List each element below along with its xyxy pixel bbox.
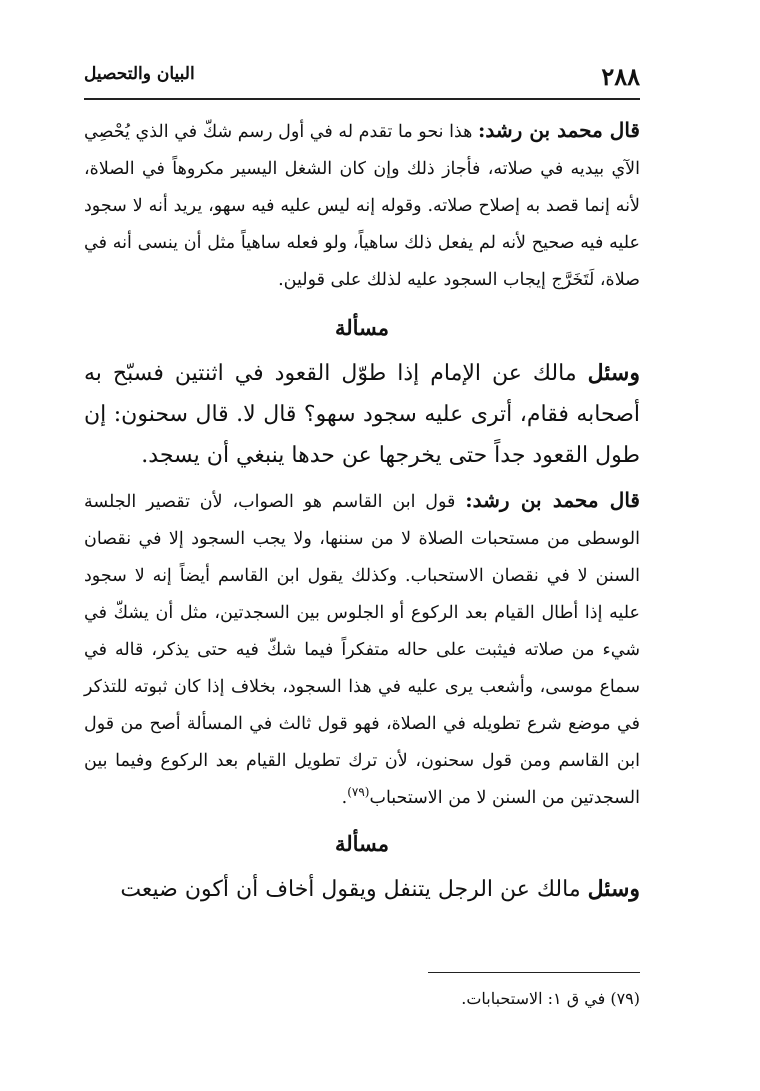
paragraph-text: مالك عن الرجل يتنفل ويقول أخاف أن أكون ضيعت: [120, 877, 581, 902]
page-body: [84, 112, 640, 910]
footnote-rule: [428, 972, 640, 973]
commentary-paragraph-1: [84, 112, 640, 299]
paragraph-text: هذا نحو ما تقدم له في أول رسم شكّ في الذي يُحْصِي الآي بيديه في صلاته، فأجاز ذلك وإن كان الشغل اليسير مكروهاً في الصلاة، لأنه إنما قصد به إصلاح صلاته. وقوله إنه ليس عليه فيه سهو، يريد أنه لا سجود عليه فيه صحيح لأنه لم يفعل ذلك ساهياً، ولو فعله ساهياً مثل أن ينسى أنه في صلاة، لَتَخَرَّج إيجاب السجود عليه لذلك على قولين.: [84, 122, 640, 290]
question-opener: وسئل: [587, 360, 640, 386]
paragraph-end: .: [341, 788, 348, 808]
page-number: ٢٨٨: [601, 62, 640, 91]
speaker-label: قال محمد بن رشد:: [465, 488, 640, 512]
question-opener: وسئل: [587, 876, 640, 902]
running-title: البيان والتحصيل: [84, 64, 195, 84]
footnote: [300, 986, 640, 1012]
commentary-paragraph-2: [84, 482, 640, 817]
footnote-number: (٧٩): [610, 989, 640, 1008]
page-header: [84, 58, 640, 98]
paragraph-text: قول ابن القاسم هو الصواب، لأن تقصير الجلسة الوسطى من مستحبات الصلاة لا من سننها، ولا يجب السجود إلا في نقصان السنن لا في نقصان الاستحباب. وكذلك يقول ابن القاسم أيضاً إنه لا سجود عليه إذا أطال القيام بعد الركوع أو الجلوس بين السجدتين، مثل أن يشكّ في شيء من صلاته فيثبت على حاله متفكراً فيما شكّ فيه حتى يذكر، قاله في سماع موسى، وأشعب يرى عليه في هذا السجود، بخلاف إذا كان ثبوته للتذكر في موضع شرع تطويله في الصلاة، فهو قول ثالث في المسألة أصح من قول ابن القاسم ومن قول سحنون، لأن ترك تطويل القيام بعد الركوع وفيما بين السجدتين من السنن لا من الاستحباب: [84, 492, 640, 808]
paragraph-text: مالك عن الإمام إذا طوّل القعود في اثنتين فسبّح به أصحابه فقام، أترى عليه سجود سهو؟ قال لا. قال سحنون: إن طول القعود جداً حتى يخرجها عن حدها ينبغي أن يسجد.: [84, 361, 640, 468]
header-rule: [84, 98, 640, 100]
footnote-reference: (٧٩): [347, 785, 370, 800]
question-paragraph-1: [84, 353, 640, 476]
footnote-text: في ق ١: الاستحبابات.: [461, 989, 606, 1008]
question-paragraph-2: [84, 869, 640, 910]
section-heading-1: مسألة: [334, 315, 390, 340]
section-heading-2: مسألة: [334, 831, 390, 856]
speaker-label: قال محمد بن رشد:: [478, 118, 640, 142]
